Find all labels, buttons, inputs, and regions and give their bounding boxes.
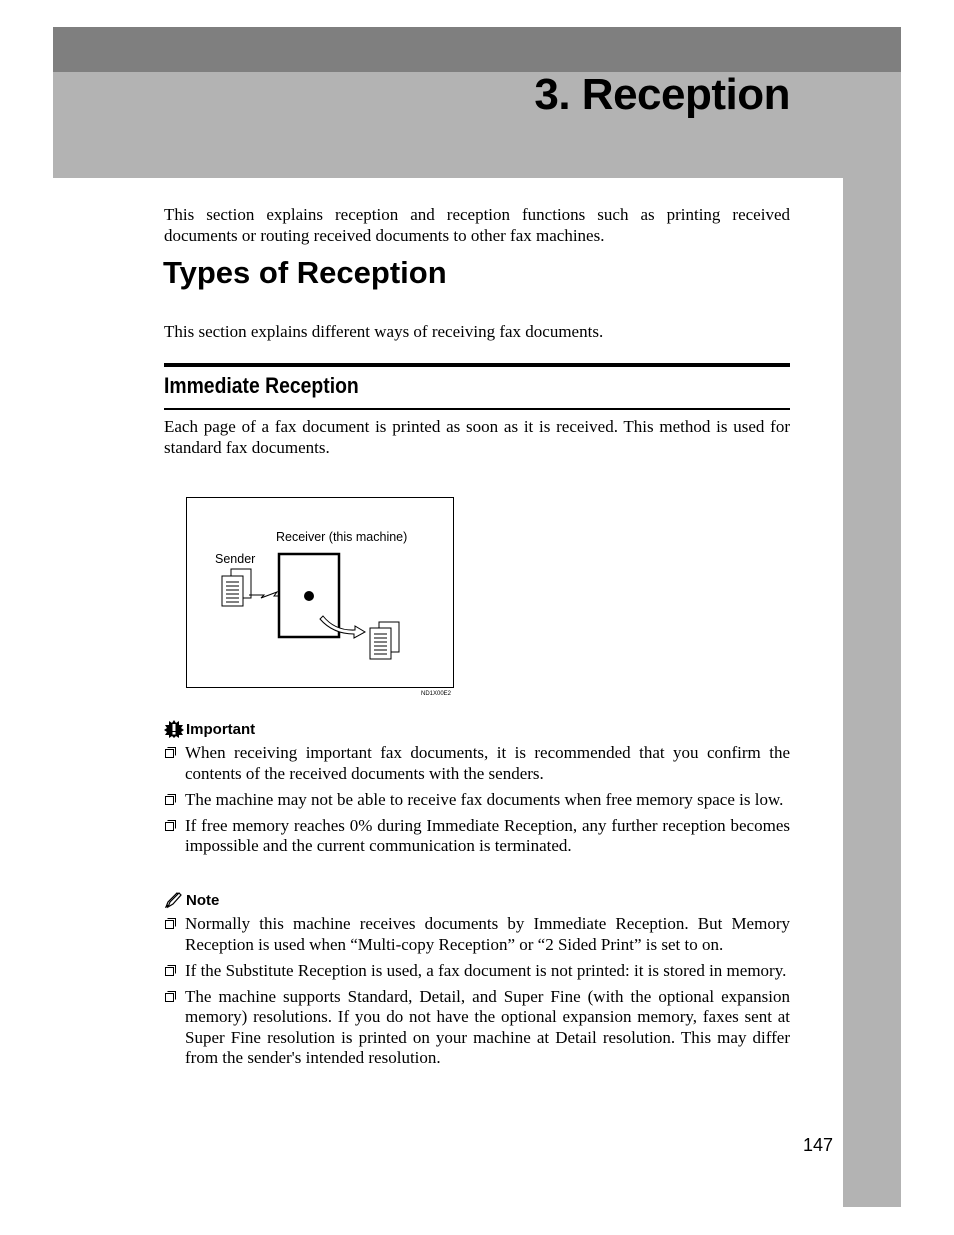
chapter-title: 3. Reception xyxy=(534,70,790,119)
page-number: 147 xyxy=(803,1135,834,1155)
important-heading-label: Important xyxy=(186,720,256,738)
sender-document-icon xyxy=(222,569,251,606)
important-item-text: The machine may not be able to receive fax documents when free memory space is low. xyxy=(185,789,784,809)
checkbox-icon xyxy=(165,747,176,758)
subsection-top-rule xyxy=(164,363,790,367)
section-paragraph: This section explains different ways of receiving fax documents. xyxy=(164,322,604,341)
subsection-title: Immediate Reception xyxy=(164,373,359,398)
note-heading xyxy=(164,891,219,909)
important-item xyxy=(164,743,790,784)
sender-label: Sender xyxy=(215,552,256,566)
receiver-label: Receiver (this machine) xyxy=(276,530,408,544)
immediate-reception-diagram xyxy=(186,497,454,688)
side-thumb-band xyxy=(843,178,901,1207)
header-dark-bar xyxy=(53,27,901,72)
important-item-text: When receiving important fax documents, it is recommended that you confirm the contents of the received documents with the senders. xyxy=(185,743,790,783)
note-item-text: If the Substitute Reception is used, a fax document is not printed: it is stored in memory. xyxy=(185,960,787,980)
important-list xyxy=(164,743,790,862)
subsection-bottom-rule xyxy=(164,408,790,410)
note-item xyxy=(164,987,790,1069)
subsection-paragraph: Each page of a fax document is printed as soon as it is received. This method is used for standard fax documents. xyxy=(164,417,790,457)
checkbox-icon xyxy=(165,918,176,929)
important-icon xyxy=(164,720,184,738)
checkbox-icon xyxy=(165,965,176,976)
note-item xyxy=(164,914,790,955)
checkbox-icon xyxy=(165,820,176,831)
note-item-text: The machine supports Standard, Detail, and Super Fine (with the optional expansion memory) resolutions. If you do not have the optional expansion memory, faxes sent at Super Fine resolution is printed on your machine at Detail resolution. This may differ from the sender's intended resolution. xyxy=(185,986,790,1067)
important-item xyxy=(164,790,790,811)
section-title: Types of Reception xyxy=(163,255,447,290)
note-heading-label: Note xyxy=(186,891,220,909)
intro-paragraph: This section explains reception and reception functions such as printing received documents or routing received documents to other fax machines. xyxy=(164,205,790,245)
figure-code: ND1X00E2 xyxy=(421,691,452,697)
checkbox-icon xyxy=(165,991,176,1002)
important-item xyxy=(164,816,790,857)
note-item-text: Normally this machine receives documents by Immediate Reception. But Memory Reception is used when “Multi-copy Reception” or “2 Sided Print” is set to on. xyxy=(185,914,790,954)
checkbox-icon xyxy=(165,794,176,805)
important-item-text: If free memory reaches 0% during Immediate Reception, any further reception becomes impossible and the current communication is terminated. xyxy=(185,815,790,855)
received-document-icon xyxy=(370,622,399,659)
receiver-indicator-dot xyxy=(304,591,314,601)
important-heading xyxy=(164,720,255,738)
note-list xyxy=(164,914,790,1074)
pencil-icon xyxy=(164,891,184,909)
note-item xyxy=(164,961,790,982)
